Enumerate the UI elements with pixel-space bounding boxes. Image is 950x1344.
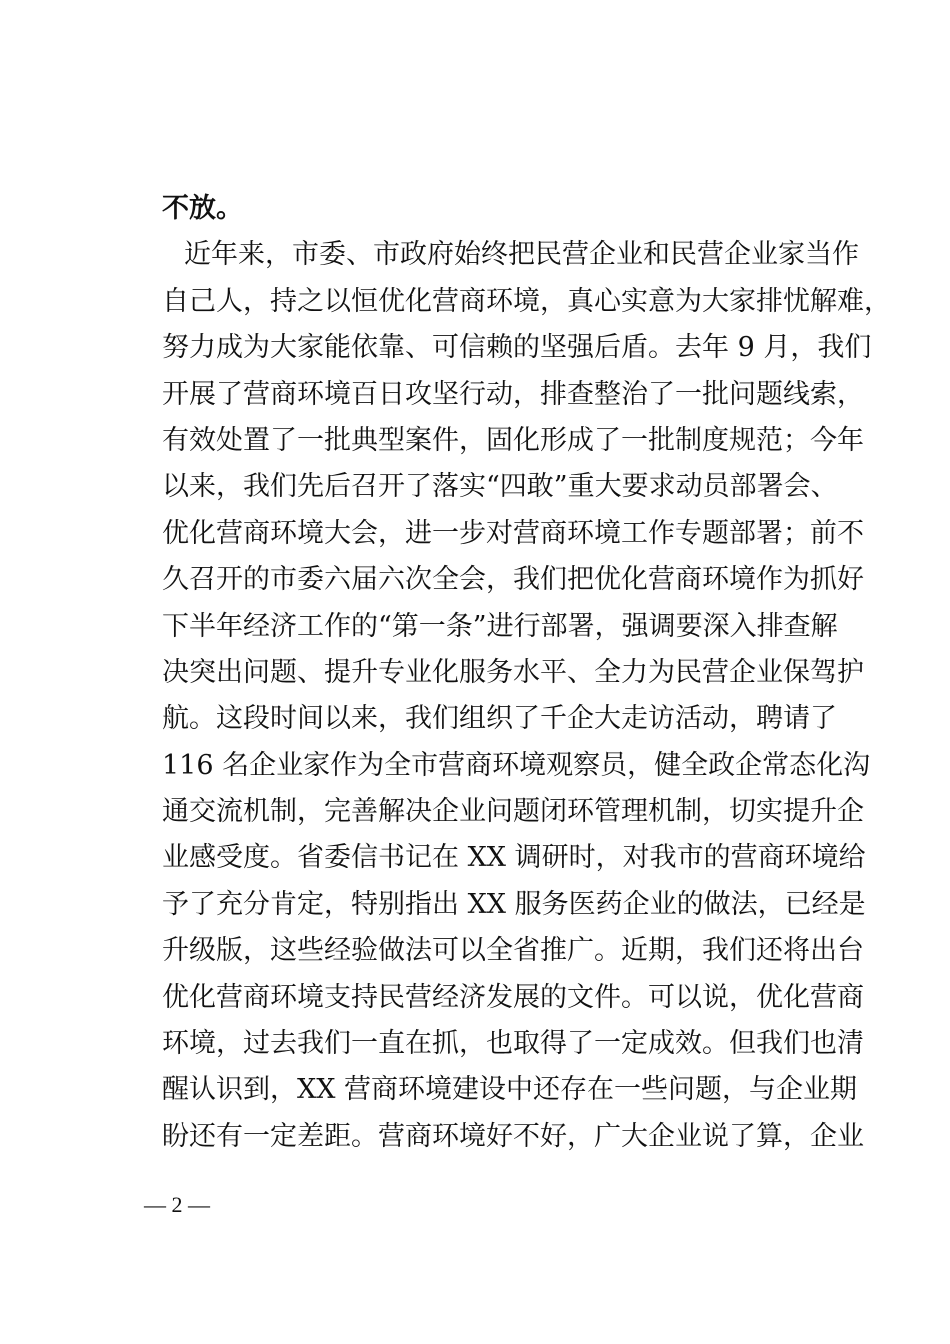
text-line: 久召开的市委六届六次全会，我们把优化营商环境作为抓好: [162, 564, 864, 596]
text-line: 航。这段时间以来，我们组织了千企大走访活动，聘请了: [162, 703, 837, 735]
text-line: 开展了营商环境百日攻坚行动，排查整治了一批问题线索，: [162, 378, 864, 410]
paragraph-first-line: 近年来，市委、市政府始终把民营企业和民营企业家当作: [184, 239, 859, 271]
text-line: 通交流机制，完善解决企业问题闭环管理机制，切实提升企: [162, 796, 864, 828]
text-line: 下半年经济工作的“第一条”进行部署，强调要深入排查解: [162, 610, 838, 642]
text-line: 醒认识到，XX 营商环境建设中还存在一些问题，与企业期: [162, 1074, 858, 1106]
text-line: 环境，过去我们一直在抓，也取得了一定成效。但我们也清: [162, 1028, 864, 1060]
text-line: 努力成为大家能依靠、可信赖的坚强后盾。去年 9 月，我们: [162, 332, 872, 364]
text-line: 盼还有一定差距。营商环境好不好，广大企业说了算，企业: [162, 1120, 864, 1152]
text-line: 予了充分肯定，特别指出 XX 服务医药企业的做法，已经是: [162, 888, 866, 920]
text-line: 决突出问题、提升专业化服务水平、全力为民营企业保驾护: [162, 656, 864, 688]
text-line: 优化营商环境大会，进一步对营商环境工作专题部署；前不: [162, 517, 864, 549]
text-line: 116 名企业家作为全市营商环境观察员，健全政企常态化沟: [162, 749, 871, 781]
text-line: 优化营商环境支持民营经济发展的文件。可以说，优化营商: [162, 981, 864, 1013]
body-text: [162, 186, 891, 1160]
text-line: 有效处置了一批典型案件，固化形成了一批制度规范；今年: [162, 424, 864, 456]
text-line: 以来，我们先后召开了落实“四敢”重大要求动员部署会、: [162, 471, 838, 503]
text-line: 业感受度。省委信书记在 XX 调研时，对我市的营商环境给: [162, 842, 866, 874]
text-line: 自己人，持之以恒优化营商环境，真心实意为大家排忧解难，: [162, 285, 891, 317]
text-line: 不放。: [162, 193, 243, 224]
text-line: 升级版，这些经验做法可以全省推广。近期，我们还将出台: [162, 935, 864, 967]
page-number: — 2 —: [144, 1192, 210, 1217]
